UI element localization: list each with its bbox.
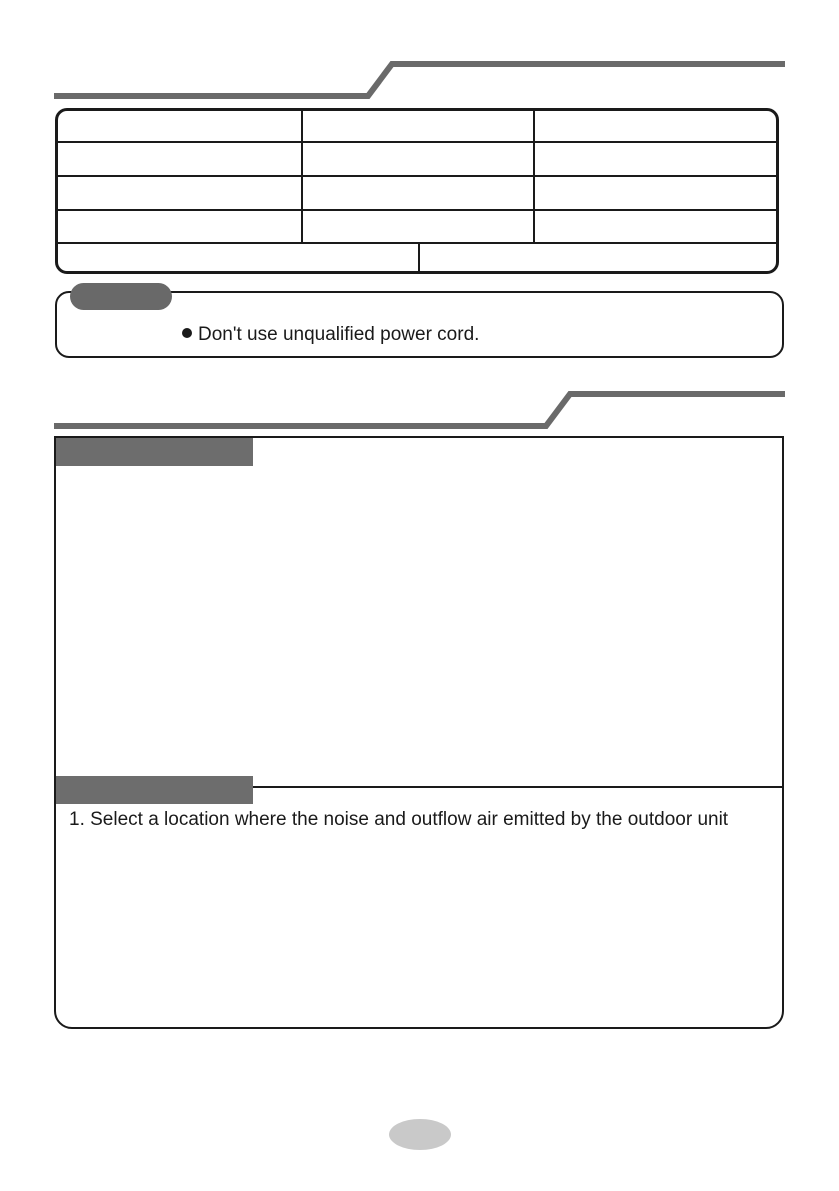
section-tab-outdoor [56,776,253,804]
note-bullet-text: Don't use unqualified power cord. [198,324,480,345]
page-number-badge [389,1119,451,1150]
section-tab-indoor [56,438,253,466]
section-header-rule-installation [0,0,839,440]
outdoor-item-1: 1. Select a location where the noise and outflow air emitted by the outdoor unit [69,809,729,830]
installation-box [54,436,784,1029]
